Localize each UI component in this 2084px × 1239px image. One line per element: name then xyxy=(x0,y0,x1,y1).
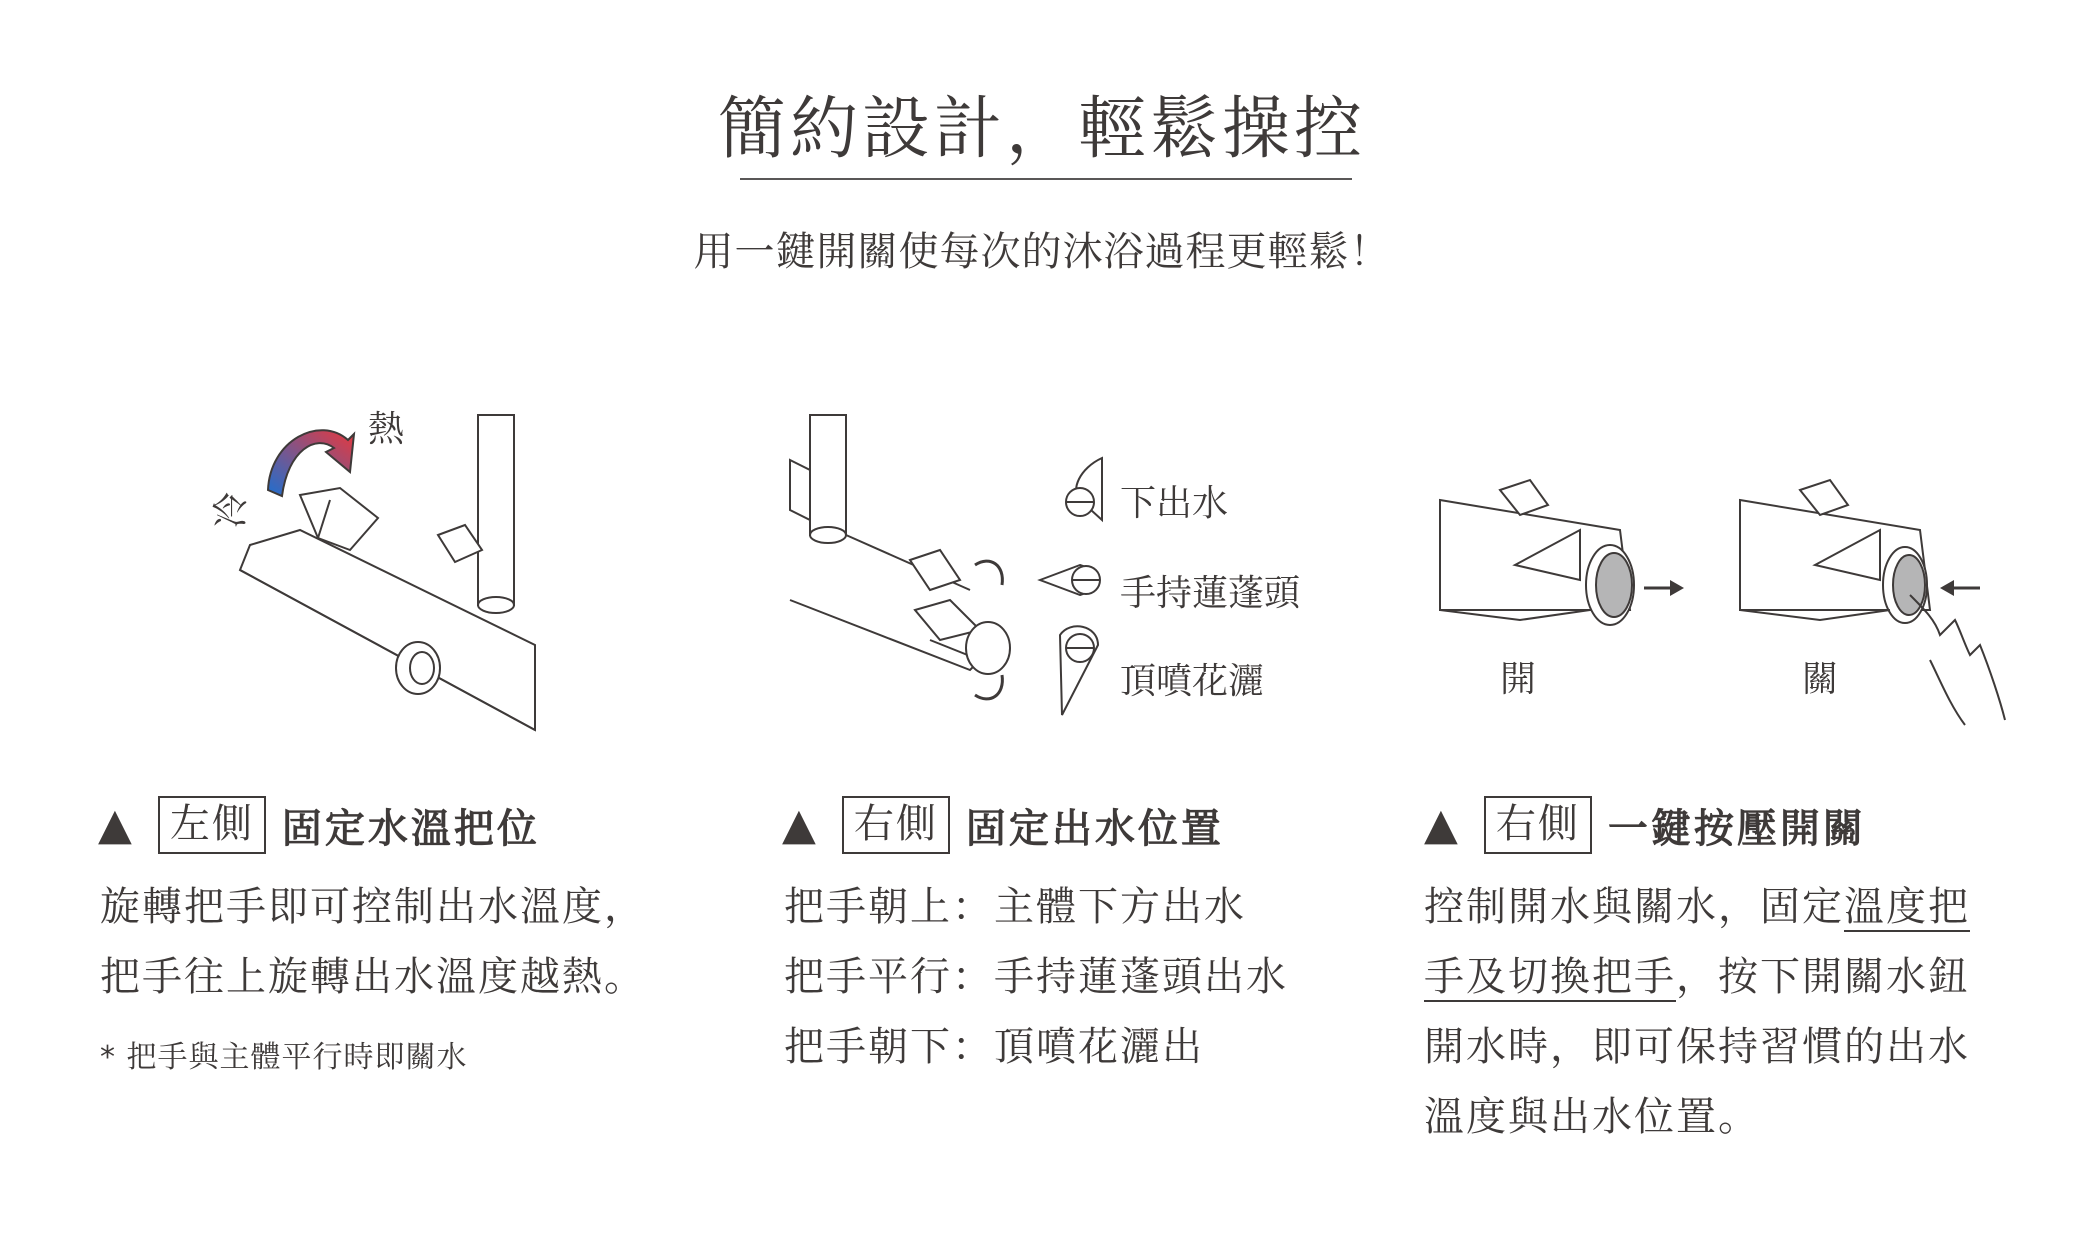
rotate-down-arrow-icon xyxy=(975,675,1002,699)
right-line-1 xyxy=(1424,872,1970,942)
right-heading-text: 一鍵按壓開關 xyxy=(1607,805,1866,852)
middle-tag: 右側 xyxy=(842,796,950,854)
middle-description xyxy=(784,872,1288,1082)
left-description xyxy=(100,872,646,1012)
middle-line-3: 把手朝下：頂噴花灑出 xyxy=(784,1024,1204,1070)
left-tag: 左側 xyxy=(158,796,266,854)
faucet-on-icon xyxy=(1440,480,1684,625)
right-heading xyxy=(1424,794,1866,856)
lower-outlet-icon xyxy=(1066,458,1102,520)
right-line-1-underlined: 溫度把 xyxy=(1844,884,1970,930)
right-tag: 右側 xyxy=(1484,796,1592,854)
outlet-top-label: 頂噴花灑 xyxy=(1120,661,1265,702)
pipe-icon xyxy=(478,415,514,605)
right-line-2-text: ，按下開關水鈕 xyxy=(1676,954,1970,1000)
outlet-selector-illustration xyxy=(780,410,1340,730)
faucet-left-drawing xyxy=(200,400,560,740)
temperature-arrow-icon xyxy=(268,430,354,496)
right-line-2-underlined: 手及切換把手 xyxy=(1424,954,1676,1000)
right-description xyxy=(1424,872,1970,1152)
cold-label: 冷 xyxy=(211,491,253,529)
faucet-off-icon xyxy=(1740,480,2005,725)
triangle-icon: ▲ xyxy=(98,799,132,850)
right-line-1-text: 控制開水與關水，固定 xyxy=(1424,884,1844,930)
middle-heading-text: 固定出水位置 xyxy=(965,805,1224,852)
right-line-2 xyxy=(1424,942,1970,1012)
triangle-icon: ▲ xyxy=(1424,799,1458,850)
outlet-lower-label: 下出水 xyxy=(1120,483,1229,524)
top-shower-icon xyxy=(1060,626,1098,715)
hand-icon xyxy=(1910,595,2005,725)
off-label: 關 xyxy=(1802,659,1839,700)
left-line-1: 旋轉把手即可控制出水溫度， xyxy=(100,884,646,930)
middle-line-1: 把手朝上：主體下方出水 xyxy=(784,884,1246,930)
title-underline xyxy=(740,178,1352,180)
middle-heading xyxy=(782,794,1224,856)
hand-shower-icon xyxy=(1040,565,1100,595)
triangle-icon: ▲ xyxy=(782,799,816,850)
left-heading-text: 固定水溫把位 xyxy=(281,805,540,852)
push-button-illustration xyxy=(1430,470,2030,740)
page-title: 簡約設計，輕鬆操控 xyxy=(717,90,1366,169)
on-label: 開 xyxy=(1500,659,1537,700)
right-line-3: 開水時，即可保持習慣的出水 xyxy=(1424,1024,1970,1070)
left-note: * 把手與主體平行時即關水 xyxy=(100,1040,468,1075)
left-line-2: 把手往上旋轉出水溫度越熱。 xyxy=(100,954,646,1000)
arrow-left-icon xyxy=(1940,580,1954,596)
arrow-right-icon xyxy=(1670,580,1684,596)
rotate-up-arrow-icon xyxy=(975,561,1002,585)
hot-label: 熱 xyxy=(368,409,405,450)
middle-line-2: 把手平行：手持蓮蓬頭出水 xyxy=(784,954,1288,1000)
left-heading xyxy=(98,794,540,856)
page-subtitle: 用一鍵開關使每次的沐浴過程更輕鬆！ xyxy=(693,229,1391,275)
outlet-hand-label: 手持蓮蓬頭 xyxy=(1120,573,1301,614)
temperature-handle-illustration xyxy=(200,400,560,740)
right-line-4: 溫度與出水位置。 xyxy=(1424,1094,1760,1140)
